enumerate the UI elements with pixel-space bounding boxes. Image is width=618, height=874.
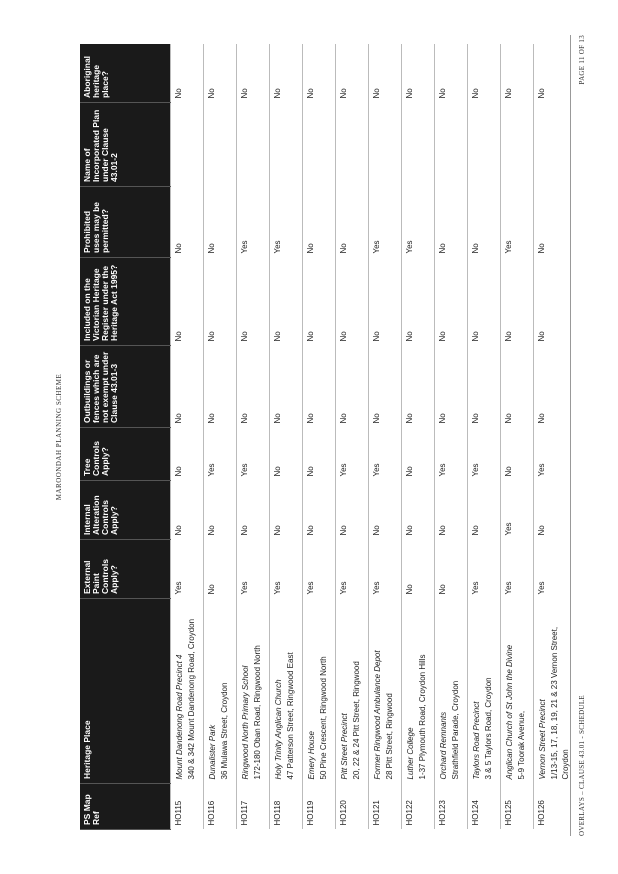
tree-cell: No	[171, 428, 204, 481]
vhr-cell: No	[303, 258, 336, 346]
plan-cell	[468, 103, 501, 187]
table-row	[270, 45, 303, 830]
place-name: Former Ringwood Ambulance Depot	[373, 650, 382, 780]
paint-cell: No	[435, 540, 468, 599]
aboriginal-cell: No	[204, 45, 237, 103]
place-name: Anglican Church of St John the Divine	[505, 644, 514, 780]
tree-cell: No	[303, 428, 336, 481]
plan-cell	[369, 103, 402, 187]
header-outbuildings: Outbuildings or fences which are not exempt under Clause 43.01-3	[80, 346, 171, 428]
internal-cell: No	[369, 481, 402, 540]
outbuildings-cell: No	[402, 346, 435, 428]
place-name: Orchard Remnants	[439, 711, 448, 780]
vhr-cell: No	[435, 258, 468, 346]
outbuildings-cell: No	[303, 346, 336, 428]
outbuildings-cell: No	[237, 346, 270, 428]
heritage-place-cell	[171, 599, 204, 784]
table-row	[468, 45, 501, 830]
tree-cell: Yes	[204, 428, 237, 481]
tree-cell: No	[501, 428, 534, 481]
table-row	[171, 45, 204, 830]
aboriginal-cell: No	[237, 45, 270, 103]
heritage-place-cell	[336, 599, 369, 784]
outbuildings-cell: No	[369, 346, 402, 428]
plan-cell	[270, 103, 303, 187]
place-address: 1/13-15, 17, 18, 19, 21 & 23 Vernon Street, Croydon	[549, 626, 571, 780]
vhr-cell: No	[237, 258, 270, 346]
internal-cell: Yes	[501, 481, 534, 540]
heritage-schedule-table	[80, 45, 575, 831]
heritage-place-cell	[501, 599, 534, 784]
heritage-place-cell	[237, 599, 270, 784]
place-address: 47 Patterson Street, Ringwood East	[285, 652, 295, 780]
place-name: Ringwood North Primary School	[241, 665, 250, 780]
heritage-place-cell	[369, 599, 402, 784]
place-address: 3 & 5 Taylors Road, Croydon	[483, 677, 493, 780]
prohibited-cell: Yes	[402, 187, 435, 258]
vhr-cell: No	[270, 258, 303, 346]
place-name: Vernon Street Precinct	[538, 699, 547, 780]
table-body	[171, 45, 575, 830]
aboriginal-cell: No	[501, 45, 534, 103]
paint-cell: Yes	[468, 540, 501, 599]
vhr-cell: No	[468, 258, 501, 346]
internal-cell: No	[237, 481, 270, 540]
paint-cell: Yes	[303, 540, 336, 599]
heritage-place-cell	[204, 599, 237, 784]
paint-cell: No	[402, 540, 435, 599]
prohibited-cell: No	[534, 187, 575, 258]
ref-cell: HO117	[237, 784, 270, 830]
place-name: Emery House	[307, 731, 316, 780]
ref-cell: HO126	[534, 784, 575, 830]
place-name: Taylors Road Precinct	[472, 701, 481, 780]
outbuildings-cell: No	[534, 346, 575, 428]
tree-cell: No	[270, 428, 303, 481]
aboriginal-cell: No	[468, 45, 501, 103]
prohibited-cell: No	[303, 187, 336, 258]
header-victorian-heritage-register: Included on the Victorian Heritage Register under the Heritage Act 1995?	[80, 258, 171, 346]
heritage-place-cell	[534, 599, 575, 784]
header-internal-alteration: Internal Alteration Controls Apply?	[80, 481, 171, 540]
prohibited-cell: No	[171, 187, 204, 258]
tree-cell: Yes	[468, 428, 501, 481]
vhr-cell: No	[171, 258, 204, 346]
tree-cell: Yes	[336, 428, 369, 481]
aboriginal-cell: No	[270, 45, 303, 103]
ref-cell: HO125	[501, 784, 534, 830]
heritage-place-cell	[303, 599, 336, 784]
place-name: Pitt Street Precinct	[340, 713, 349, 780]
paint-cell: Yes	[501, 540, 534, 599]
place-address: 28 Pitt Street, Ringwood	[384, 693, 394, 780]
plan-cell	[435, 103, 468, 187]
prohibited-cell: No	[204, 187, 237, 258]
outbuildings-cell: No	[204, 346, 237, 428]
internal-cell: No	[303, 481, 336, 540]
prohibited-cell: Yes	[237, 187, 270, 258]
place-name: Mount Dandenong Road Precinct 4	[175, 654, 184, 780]
prohibited-cell: Yes	[369, 187, 402, 258]
tree-cell: No	[402, 428, 435, 481]
plan-cell	[336, 103, 369, 187]
prohibited-cell: No	[468, 187, 501, 258]
place-name: Dunalister Park	[208, 724, 217, 780]
place-address: 172-180 Oban Road, Ringwood North	[252, 645, 262, 780]
plan-cell	[303, 103, 336, 187]
place-address: 36 Mulawa Street, Croydon	[219, 682, 229, 780]
footer-page-number: PAGE 11 OF 13	[578, 35, 586, 85]
plan-cell	[171, 103, 204, 187]
internal-cell: No	[171, 481, 204, 540]
header-prohibited-uses: Prohibited uses may be permitted?	[80, 187, 171, 258]
ref-cell: HO116	[204, 784, 237, 830]
vhr-cell: No	[402, 258, 435, 346]
header-incorporated-plan: Name of Incorporated Plan under Clause 43.01-2	[80, 103, 171, 187]
header-ps-map-ref: PS Map Ref	[80, 784, 171, 830]
header-tree-controls: Tree Controls Apply?	[80, 428, 171, 481]
paint-cell: Yes	[534, 540, 575, 599]
tree-cell: Yes	[534, 428, 575, 481]
aboriginal-cell: No	[534, 45, 575, 103]
aboriginal-cell: No	[171, 45, 204, 103]
outbuildings-cell: No	[501, 346, 534, 428]
header-heritage-place: Heritage Place	[80, 599, 171, 784]
table-header-row	[80, 45, 171, 830]
header-aboriginal-heritage: Aboriginal heritage place?	[80, 45, 171, 103]
place-name: Luther College	[406, 727, 415, 780]
tree-cell: Yes	[435, 428, 468, 481]
table-row	[534, 45, 575, 830]
paint-cell: Yes	[369, 540, 402, 599]
table-row	[204, 45, 237, 830]
internal-cell: No	[336, 481, 369, 540]
place-address: 20, 22 & 24 Pitt Street, Ringwood	[351, 661, 361, 780]
plan-cell	[237, 103, 270, 187]
prohibited-cell: No	[435, 187, 468, 258]
table-row	[237, 45, 270, 830]
table-row	[369, 45, 402, 830]
outbuildings-cell: No	[171, 346, 204, 428]
table-row	[336, 45, 369, 830]
plan-cell	[204, 103, 237, 187]
footer-clause: OVERLAYS – CLAUSE 43.01 - SCHEDULE	[578, 694, 586, 836]
outbuildings-cell: No	[336, 346, 369, 428]
ref-cell: HO124	[468, 784, 501, 830]
heritage-place-cell	[270, 599, 303, 784]
vhr-cell: No	[369, 258, 402, 346]
paint-cell: Yes	[237, 540, 270, 599]
tree-cell: Yes	[237, 428, 270, 481]
internal-cell: No	[435, 481, 468, 540]
paint-cell: Yes	[336, 540, 369, 599]
vhr-cell: No	[501, 258, 534, 346]
table-row	[435, 45, 468, 830]
vhr-cell: No	[534, 258, 575, 346]
aboriginal-cell: No	[303, 45, 336, 103]
ref-cell: HO121	[369, 784, 402, 830]
prohibited-cell: No	[336, 187, 369, 258]
heritage-place-cell	[468, 599, 501, 784]
outbuildings-cell: No	[270, 346, 303, 428]
prohibited-cell: Yes	[501, 187, 534, 258]
vhr-cell: No	[204, 258, 237, 346]
footer-divider	[570, 35, 571, 836]
paint-cell: Yes	[270, 540, 303, 599]
paint-cell: No	[204, 540, 237, 599]
place-address: 1-37 Plymouth Road, Croydon Hills	[417, 654, 427, 780]
internal-cell: No	[468, 481, 501, 540]
plan-cell	[402, 103, 435, 187]
running-header: MAROONDAH PLANNING SCHEME	[55, 373, 63, 501]
place-address: 5-9 Toorak Avenue,	[516, 710, 526, 780]
place-address: 50 Pine Crescent, Ringwood North	[318, 656, 328, 780]
ref-cell: HO118	[270, 784, 303, 830]
internal-cell: No	[270, 481, 303, 540]
place-address: 340 & 342 Mount Dandenong Road, Croydon	[186, 618, 196, 780]
table-row	[501, 45, 534, 830]
plan-cell	[534, 103, 575, 187]
internal-cell: No	[204, 481, 237, 540]
aboriginal-cell: No	[402, 45, 435, 103]
prohibited-cell: Yes	[270, 187, 303, 258]
ref-cell: HO123	[435, 784, 468, 830]
ref-cell: HO120	[336, 784, 369, 830]
outbuildings-cell: No	[435, 346, 468, 428]
vhr-cell: No	[336, 258, 369, 346]
table-row	[402, 45, 435, 830]
ref-cell: HO122	[402, 784, 435, 830]
ref-cell: HO115	[171, 784, 204, 830]
aboriginal-cell: No	[435, 45, 468, 103]
place-name: Holy Trinity Anglican Church	[274, 679, 283, 780]
tree-cell: Yes	[369, 428, 402, 481]
table-row	[303, 45, 336, 830]
place-address: Strathfield Parade, Croydon	[450, 680, 460, 780]
header-external-paint: External Paint Controls Apply?	[80, 540, 171, 599]
aboriginal-cell: No	[336, 45, 369, 103]
heritage-place-cell	[435, 599, 468, 784]
ref-cell: HO119	[303, 784, 336, 830]
internal-cell: No	[402, 481, 435, 540]
heritage-place-cell	[402, 599, 435, 784]
plan-cell	[501, 103, 534, 187]
paint-cell: Yes	[171, 540, 204, 599]
aboriginal-cell: No	[369, 45, 402, 103]
outbuildings-cell: No	[468, 346, 501, 428]
internal-cell: No	[534, 481, 575, 540]
